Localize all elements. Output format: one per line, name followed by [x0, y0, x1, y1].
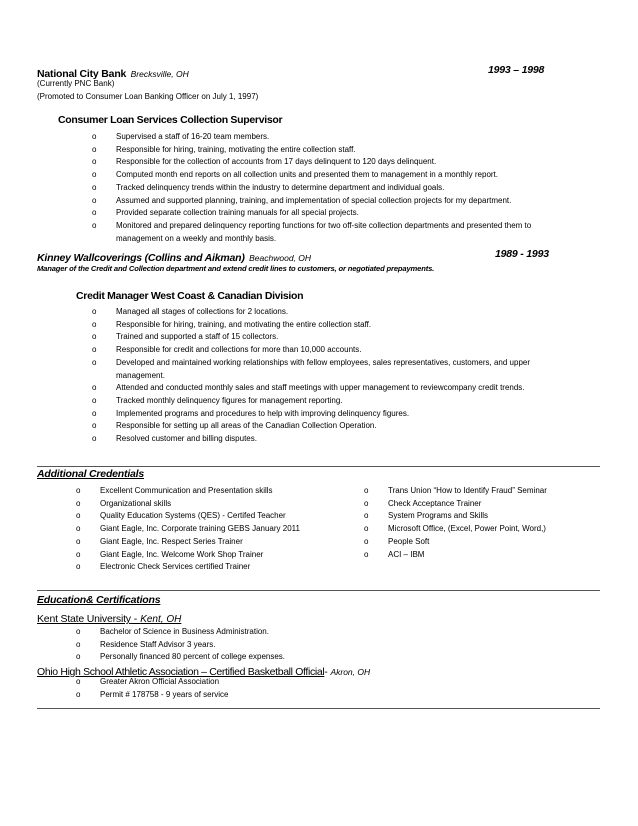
credentials-left-list [76, 485, 315, 574]
list-item: o Responsible for credit and collections for more than 10,000 accounts. [92, 345, 362, 355]
job-2-dates: 1989 - 1993 [495, 248, 549, 260]
list-item: o Bachelor of Science in Business Administration. [76, 627, 269, 636]
list-item: o Assumed and supported planning, training, and implementation of special collection projects for my department. [92, 195, 512, 205]
divider [37, 708, 600, 709]
list-item: o Quality Education Systems (QES) - Certifed Teacher [76, 511, 286, 521]
school-1-header: Kent State University - Kent, OH [37, 613, 182, 625]
list-item: o Trained and supported a staff of 15 collectors. [92, 332, 279, 342]
list-item: o Giant Eagle, Inc. Welcome Work Shop Trainer [76, 549, 264, 559]
job-2-bullets [92, 306, 566, 446]
job-2-summary: Manager of the Credit and Collection department and extend credit lines to customers, or negotiated prepayments. [37, 264, 435, 273]
list-item: o Tracked monthly delinquency figures for management reporting. [92, 395, 343, 405]
job-1-company: National City Bank [37, 68, 127, 80]
list-item: o Giant Eagle, Inc. Respect Series Trainer [76, 536, 243, 546]
list-item: o Check Acceptance Trainer [364, 498, 482, 508]
list-item: o Tracked delinquency trends within the industry to determine department and individual goals. [92, 182, 445, 192]
job-1-note-1: (Currently PNC Bank) [37, 79, 115, 88]
list-item: o Developed and maintained working relationships with fellow employees, sales representatives, customers, and upper management. [92, 357, 530, 380]
divider [37, 466, 600, 467]
list-item: o People Soft [364, 536, 430, 546]
school-1-bullets [76, 626, 285, 664]
additional-credentials-heading: Additional Credentials [37, 468, 145, 480]
list-item: o System Programs and Skills [364, 511, 489, 521]
list-item: o Trans Union “How to Identify Fraud” Seminar [364, 486, 547, 495]
school-2-header: Ohio High School Athletic Association – Certified Basketball Official- Akron, OH [37, 666, 371, 678]
list-item: o Personally financed 80 percent of college expenses. [76, 652, 286, 662]
list-item: o Computed month end reports on all collection units and presented them to management in a monthly report. [92, 170, 498, 180]
list-item: o Residence Staff Advisor 3 years. [76, 639, 216, 649]
list-item: o Supervised a staff of 16-20 team members. [92, 132, 270, 141]
list-item: o Giant Eagle, Inc. Corporate training GEBS January 2011 [76, 524, 300, 534]
list-item: o Managed all stages of collections for 2 locations. [92, 307, 289, 316]
school-1-location: Kent, OH [140, 614, 182, 625]
list-item: o Implemented programs and procedures to help with improving delinquency figures. [92, 408, 410, 418]
list-item: o Electronic Check Services certified Trainer [76, 562, 251, 572]
list-item: o Organizational skills [76, 498, 172, 508]
list-item: o Monitored and prepared delinquency reporting functions for two off-site collection departments and presented them to management on a weekly and monthly basis. [92, 220, 532, 243]
school-2-name: Ohio High School Athletic Association – Certified Basketball Official [37, 666, 325, 678]
job-1-bullets [92, 131, 556, 245]
list-item: o Greater Akron Official Association [76, 677, 220, 686]
divider [37, 590, 600, 591]
list-item: o Provided separate collection training manuals for all special projects. [92, 208, 359, 218]
list-item: o Responsible for hiring, training, motivating the entire collection staff. [92, 144, 356, 154]
school-2-location: Akron, OH [330, 667, 371, 677]
list-item: o Permit # 178758 - 9 years of service [76, 689, 229, 699]
school-1-name: Kent State University [37, 613, 131, 625]
list-item: o Microsoft Office, (Excel, Power Point, Word,) [364, 524, 546, 534]
list-item: o Responsible for the collection of accounts from 17 days delinquent to 120 days delinquent. [92, 157, 437, 167]
school-2-bullets [76, 676, 229, 701]
list-item: o Attended and conducted monthly sales and staff meetings with upper management to reviewcompany credit trends. [92, 383, 525, 393]
job-2-role: Credit Manager West Coast & Canadian Division [76, 290, 304, 302]
list-item: o ACI – IBM [364, 549, 425, 559]
list-item: o Excellent Communication and Presentation skills [76, 486, 273, 495]
job-2-location: Beachwood, OH [249, 253, 312, 263]
job-2-company: Kinney Wallcoverings (Collins and Aikman) [37, 252, 245, 264]
job-1-dates: 1993 – 1998 [488, 64, 545, 76]
education-heading: Education& Certifications [37, 594, 161, 606]
job-1-role: Consumer Loan Services Collection Supervisor [58, 114, 283, 126]
list-item: o Resolved customer and billing disputes. [92, 434, 257, 444]
list-item: o Responsible for hiring, training, and motivating the entire collection staff. [92, 319, 372, 329]
job-1-note-2: (Promoted to Consumer Loan Banking Officer on July 1, 1997) [37, 92, 259, 101]
list-item: o Responsible for setting up all areas of the Canadian Collection Operation. [92, 421, 377, 431]
credentials-right-list [364, 485, 547, 561]
job-1-location: Brecksville, OH [130, 69, 189, 79]
